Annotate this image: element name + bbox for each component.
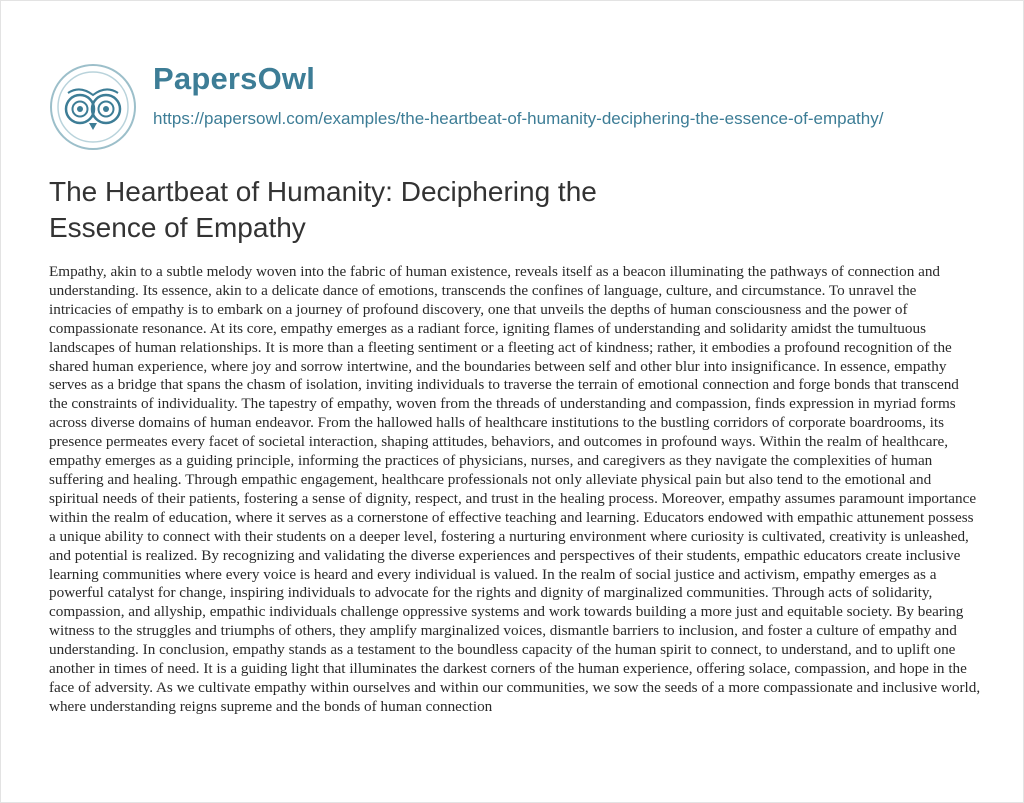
header	[49, 53, 989, 163]
brand-name: PapersOwl	[153, 61, 316, 96]
essay-body: Empathy, akin to a subtle melody woven into the fabric of human existence, reveals itself as a beacon illuminating the pathways of connection and understanding. Its essence, akin to a delicate dance of emotions, transcends the confines of language, culture, and circumstance. To unravel the intricacies of empathy is to embark on a journey of profound discovery, one that unveils the depths of human consciousness and the power of compassionate resonance. At its core, empathy emerges as a radiant force, igniting flames of understanding and solidarity amidst the tumultuous landscapes of human relationships. It is more than a fleeting sentiment or a fleeting act of kindness; rather, it embodies a profound recognition of the shared human experience, where joy and sorrow intertwine, and the boundaries between self and other blur into insignificance. In essence, empathy serves as a bridge that spans the chasm of isolation, inviting individuals to traverse the terrain of emotional connection and forge bonds that transcend the constraints of individuality. The tapestry of empathy, woven from the threads of understanding and compassion, finds expression in myriad forms across diverse domains of human endeavor. From the hallowed halls of healthcare institutions to the bustling corridors of corporate boardrooms, its presence permeates every facet of societal interaction, shaping attitudes, behaviors, and outcomes in profound ways. Within the realm of healthcare, empathy emerges as a guiding principle, informing the practices of physicians, nurses, and caregivers as they navigate the complexities of human suffering and healing. Through empathic engagement, healthcare professionals not only alleviate physical pain but also tend to the emotional and spiritual needs of their patients, fostering a sense of dignity, respect, and trust in the healing process. Moreover, empathy assumes paramount importance within the realm of education, where it serves as a cornerstone of effective teaching and learning. Educators endowed with empathic attunement possess a unique ability to connect with their students on a deeper level, fostering a nurturing environment where curiosity is cultivated, creativity is unleashed, and potential is realized. By recognizing and validating the diverse experiences and perspectives of their students, empathic educators create inclusive learning communities where every voice is heard and every individual is valued. In the realm of social justice and activism, empathy emerges as a powerful catalyst for change, inspiring individuals to advocate for the rights and dignity of marginalized communities. Through acts of solidarity, compassion, and allyship, empathic individuals challenge oppressive systems and work towards building a more just and equitable society. By bearing witness to the struggles and triumphs of others, they amplify marginalized voices, dismantle barriers to inclusion, and foster a culture of empathy and understanding. In conclusion, empathy stands as a testament to the boundless capacity of the human spirit to connect, to understand, and to uplift one another in times of need. It is a guiding light that illuminates the darkest corners of the human experience, offering solace, compassion, and hope in the face of adversity. As we cultivate empathy within ourselves and within our communities, we sow the seeds of a more compassionate and inclusive world, where understanding reigns supreme and the bonds of human connection	[49, 263, 981, 715]
source-url-link[interactable]: https://papersowl.com/examples/the-heartbeat-of-humanity-deciphering-the-essence-of-empathy/	[153, 109, 884, 128]
essay-title: The Heartbeat of Humanity: Deciphering the Essence of Empathy	[49, 176, 597, 243]
owl-eyes-logo-icon	[49, 63, 137, 151]
